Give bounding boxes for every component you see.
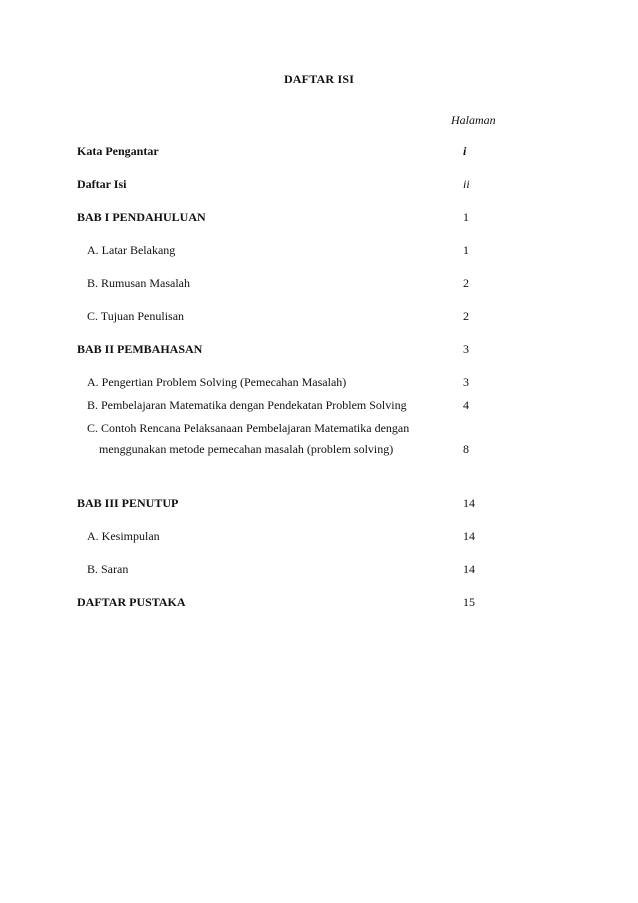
- toc-entry-page: 14: [463, 529, 475, 543]
- toc-entry-label: Daftar Isi: [77, 177, 127, 191]
- toc-entry-page: 14: [463, 562, 475, 576]
- toc-entry-page: 8: [463, 442, 469, 456]
- toc-entry-page: i: [463, 144, 467, 158]
- toc-subsection-label: A. Kesimpulan: [87, 529, 160, 543]
- toc-entry-page: 15: [463, 595, 475, 609]
- toc-subsection-label: menggunakan metode pemecahan masalah (problem solving): [99, 442, 394, 456]
- toc-entry-page: 1: [463, 210, 469, 224]
- toc-subsection: [0, 243, 638, 259]
- document-title: DAFTAR ISI: [283, 72, 355, 86]
- toc-entry-label: Kata Pengantar: [77, 144, 159, 158]
- toc-subsection: [0, 421, 638, 437]
- toc-chapter: [0, 496, 638, 512]
- toc-entry-page: 3: [463, 375, 469, 389]
- toc-entry-page: ii: [463, 177, 470, 191]
- toc-subsection-label: C. Contoh Rencana Pelaksanaan Pembelajaran Matematika dengan: [87, 421, 410, 435]
- toc-chapter: [0, 595, 638, 611]
- toc-chapter-label: BAB II PEMBAHASAN: [77, 342, 203, 356]
- toc-subsection: [0, 276, 638, 292]
- toc-subsection-continued: [0, 442, 638, 458]
- toc-subsection-label: C. Tujuan Penulisan: [87, 309, 185, 323]
- toc-entry-page: 3: [463, 342, 469, 356]
- toc-entry-page: 4: [463, 398, 469, 412]
- page-column-header: Halaman: [451, 113, 496, 127]
- toc-chapter-label: DAFTAR PUSTAKA: [77, 595, 186, 609]
- toc-entry: [0, 177, 638, 193]
- toc-subsection-label: B. Pembelajaran Matematika dengan Pendekatan Problem Solving: [87, 398, 407, 412]
- toc-subsection-label: A. Latar Belakang: [87, 243, 176, 257]
- toc-subsection: [0, 529, 638, 545]
- toc-entry-page: 2: [463, 276, 469, 290]
- toc-chapter-label: BAB III PENUTUP: [77, 496, 179, 510]
- toc-subsection: [0, 562, 638, 578]
- toc-entry-page: 14: [463, 496, 475, 510]
- toc-chapter: [0, 210, 638, 226]
- toc-entry: [0, 144, 638, 160]
- toc-subsection-label: A. Pengertian Problem Solving (Pemecahan Masalah): [87, 375, 347, 389]
- toc-entry-page: 2: [463, 309, 469, 323]
- toc-chapter-label: BAB I PENDAHULUAN: [77, 210, 206, 224]
- toc-subsection-label: B. Saran: [87, 562, 129, 576]
- toc-subsection: [0, 375, 638, 391]
- toc-subsection: [0, 398, 638, 414]
- toc-entry-page: 1: [463, 243, 469, 257]
- toc-chapter: [0, 342, 638, 358]
- toc-subsection: [0, 309, 638, 325]
- toc-subsection-label: B. Rumusan Masalah: [87, 276, 190, 290]
